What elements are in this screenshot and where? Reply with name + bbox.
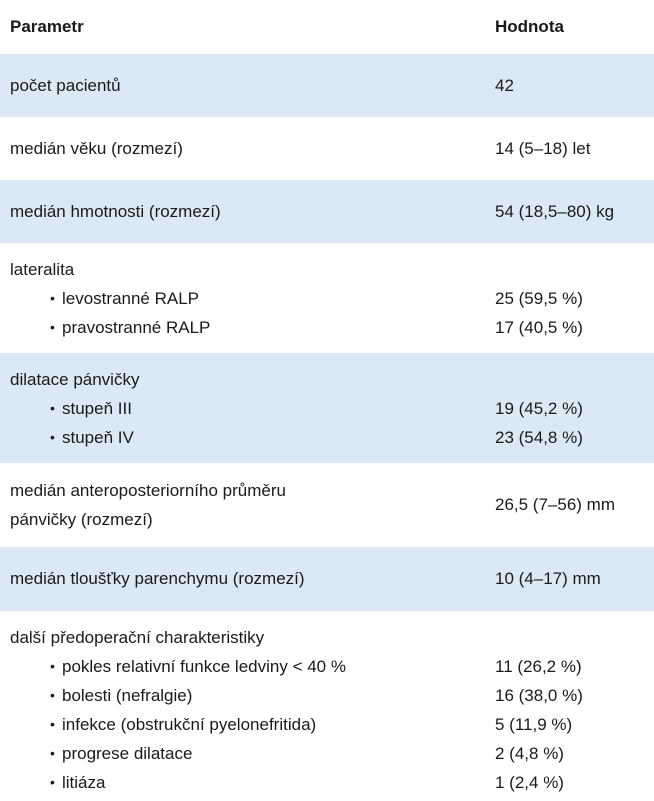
bullet-icon: • <box>50 319 55 335</box>
table-row <box>0 117 654 180</box>
row-parameter <box>0 353 495 463</box>
row-parameter: medián hmotnosti (rozmezí) <box>10 201 221 221</box>
item-label: progrese dilatace <box>62 744 193 763</box>
list-item <box>10 768 495 797</box>
row-parameter-line: pánvičky (rozmezí) <box>10 510 153 529</box>
bullet-icon: • <box>50 745 55 761</box>
bullet-icon: • <box>50 429 55 445</box>
item-value: 19 (45,2 %) <box>495 399 583 418</box>
row-parameter: medián tloušťky parenchymu (rozmezí) <box>10 569 305 588</box>
row-parameter <box>0 476 495 534</box>
group-title: lateralita <box>10 260 75 279</box>
list-item <box>10 681 495 710</box>
table-row <box>0 180 654 243</box>
table-row-ap-diameter <box>0 463 654 547</box>
item-label: levostranné RALP <box>62 289 200 308</box>
list-item <box>10 313 495 342</box>
list-item <box>10 710 495 739</box>
item-label: stupeň III <box>62 399 132 418</box>
header-parameter: Parametr <box>10 17 84 36</box>
table-row-laterality <box>0 243 654 353</box>
item-value: 2 (4,8 %) <box>495 744 564 763</box>
item-label: infekce (obstrukční pyelonefritida) <box>62 715 317 734</box>
row-value: 26,5 (7–56) mm <box>495 495 615 514</box>
list-item <box>10 284 495 313</box>
table-header <box>0 0 654 54</box>
bullet-icon: • <box>50 716 55 732</box>
bullet-icon: • <box>50 290 55 306</box>
table-row-other <box>0 611 654 801</box>
row-value <box>495 353 654 463</box>
row-value: 42 <box>495 75 514 95</box>
group-title: dilatace pánvičky <box>10 370 140 389</box>
item-value: 1 (2,4 %) <box>495 773 564 792</box>
row-parameter: počet pacientů <box>10 75 121 95</box>
list-item <box>10 652 495 681</box>
item-value: 25 (59,5 %) <box>495 289 583 308</box>
group-title: další předoperační charakteristiky <box>10 628 265 647</box>
item-value: 23 (54,8 %) <box>495 428 583 447</box>
row-value: 54 (18,5–80) kg <box>495 201 615 221</box>
table-row <box>0 54 654 117</box>
bullet-icon: • <box>50 774 55 790</box>
bullet-icon: • <box>50 658 55 674</box>
list-item <box>10 739 495 768</box>
item-label: bolesti (nefralgie) <box>62 686 193 705</box>
item-value: 16 (38,0 %) <box>495 686 583 705</box>
table-row <box>0 547 654 611</box>
item-value: 5 (11,9 %) <box>495 715 573 734</box>
item-value: 11 (26,2 %) <box>495 657 582 676</box>
row-value: 10 (4–17) mm <box>495 569 601 588</box>
row-parameter-line: medián anteroposteriorního průměru <box>10 481 286 500</box>
row-parameter: medián věku (rozmezí) <box>10 138 183 158</box>
bullet-icon: • <box>50 400 55 416</box>
item-label: pokles relativní funkce ledviny < 40 % <box>62 657 346 676</box>
bullet-icon: • <box>50 687 55 703</box>
list-item <box>10 423 495 452</box>
row-parameter <box>0 611 495 801</box>
row-value <box>495 611 654 801</box>
item-label: litiáza <box>62 773 106 792</box>
table-row-dilatation <box>0 353 654 463</box>
item-label: stupeň IV <box>62 428 134 447</box>
list-item <box>10 394 495 423</box>
row-parameter <box>0 243 495 353</box>
item-label: pravostranné RALP <box>62 318 211 337</box>
header-value: Hodnota <box>495 17 564 36</box>
row-value <box>495 243 654 353</box>
item-value: 17 (40,5 %) <box>495 318 583 337</box>
row-value: 14 (5–18) let <box>495 138 591 158</box>
